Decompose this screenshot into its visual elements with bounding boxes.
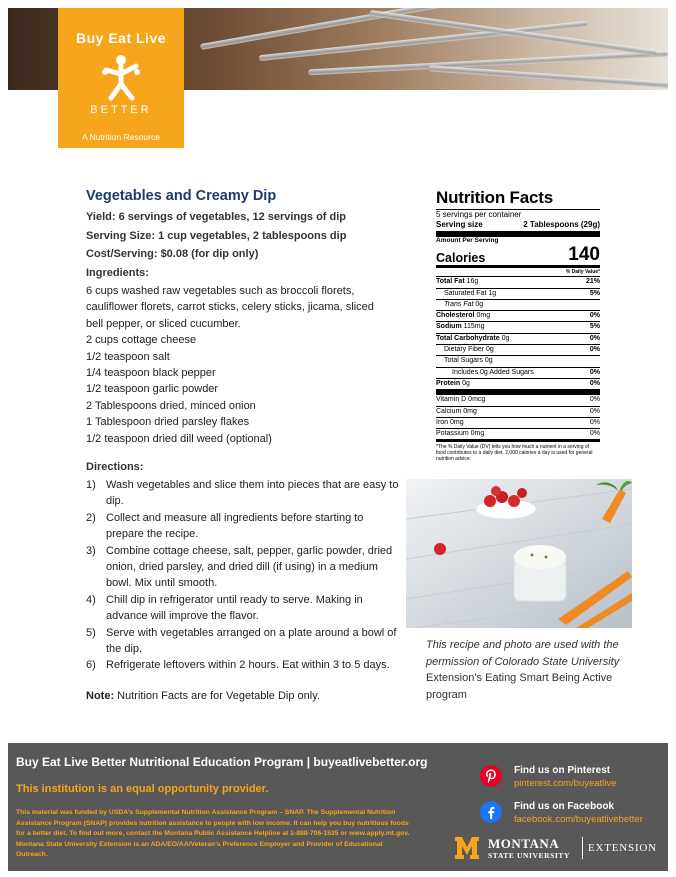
recipe-cost: Cost/Serving: $0.08 (for dip only) [86, 248, 259, 260]
recipe-photo [406, 479, 632, 628]
photo-caption [426, 637, 626, 703]
nutrient-name [436, 379, 470, 389]
nutrient-daily-value: 5% [589, 289, 600, 297]
msu-extension-logo [446, 833, 660, 865]
calories-row [436, 245, 600, 265]
recipe-title: Vegetables and Creamy Dip [86, 188, 277, 204]
direction-step-text: Chill dip in refrigerator until ready to serve. Making in advance will improve the flavor. [106, 593, 363, 623]
nutrient-amount: 0g [486, 346, 494, 354]
direction-step-number: 6) [86, 659, 96, 672]
direction-step-number: 5) [86, 626, 96, 639]
direction-step [86, 477, 402, 510]
ingredients-list [86, 283, 391, 447]
nutrient-label: Trans Fat [444, 300, 474, 308]
nutrient-name [452, 368, 534, 378]
buy-eat-live-figure-icon [96, 52, 146, 102]
msu-extension-word: EXTENSION [588, 842, 657, 854]
nutrient-row [436, 310, 600, 321]
nutrient-label: Total Carbohydrate [436, 334, 500, 342]
photo-caption-rest: Extension’s Eating Smart Being Active program [426, 672, 613, 701]
msu-divider [582, 837, 583, 859]
nutrient-row [436, 333, 600, 344]
vitamin-daily-value: 0% [589, 430, 600, 438]
vitamin-name [436, 418, 464, 428]
nutrient-label: Protein [436, 379, 461, 387]
vitamin-name [436, 395, 485, 405]
directions-list [86, 477, 402, 674]
pinterest-url[interactable]: pinterest.com/buyeatlive [514, 778, 617, 789]
msu-m-logo-icon [454, 835, 480, 861]
direction-step-text: Combine cottage cheese, salt, pepper, garlic powder, dried onion, dried parsley, and dried dill (if using) in a medium bowl. Mix until smooth. [106, 544, 393, 590]
direction-step-number: 2) [86, 511, 96, 524]
vitamin-label: Potassium [436, 430, 469, 438]
facebook-url[interactable]: facebook.com/buyeatlivebetter [514, 814, 643, 825]
nutrient-row [436, 276, 600, 287]
ingredients-heading: Ingredients: [86, 267, 149, 279]
vitamin-row [436, 417, 600, 428]
direction-step [86, 510, 402, 543]
calories-label: Calories [436, 251, 486, 266]
nutrient-row [436, 299, 600, 310]
ingredient-item: 1/2 teaspoon salt [86, 350, 170, 363]
nutrient-daily-value: 0% [589, 346, 600, 354]
photo-caption-italic: This recipe and photo are used with the permission of Colorado State University [426, 639, 620, 668]
nutrient-label: Cholesterol [436, 312, 475, 320]
footer-eeo-statement: This institution is an equal opportunity provider. [16, 783, 269, 795]
vitamin-rows [436, 395, 600, 439]
ingredient-item: 1/4 teaspoon black pepper [86, 367, 216, 380]
nutrient-label: Sodium [436, 323, 462, 331]
directions-heading: Directions: [86, 461, 144, 473]
facebook-icon[interactable] [480, 801, 502, 823]
nutrient-name [436, 334, 509, 344]
logo-line1: Buy Eat Live [75, 30, 167, 46]
direction-step-number: 3) [86, 544, 96, 557]
nutrient-name [444, 300, 483, 310]
nutrient-daily-value: 0% [589, 312, 600, 320]
msu-name-line2: STATE UNIVERSITY [488, 851, 571, 860]
recipe-yield: Yield: 6 servings of vegetables, 12 servings of dip [86, 211, 347, 223]
direction-step [86, 592, 402, 625]
logo-tagline: A Nutrition Resource [82, 132, 160, 142]
nutrient-amount: 0mg [476, 312, 491, 320]
calories-value: 140 [568, 244, 600, 266]
nutrition-facts-label [436, 188, 600, 463]
vitamin-name [436, 429, 484, 439]
nutrition-facts-title: Nutrition Facts [436, 188, 553, 207]
nutrient-row [436, 288, 600, 299]
nutrient-daily-value: 0% [589, 334, 600, 342]
vitamin-daily-value: 0% [589, 396, 600, 404]
footer [8, 743, 668, 871]
nutrient-name [444, 356, 493, 366]
vitamin-label: Iron [436, 418, 449, 426]
direction-step [86, 543, 402, 592]
serving-size-value: 2 Tablespoons (29g) [523, 220, 600, 229]
direction-step [86, 657, 402, 673]
servings-per-container: 5 servings per container [436, 210, 522, 219]
vitamin-amount: 0mg [450, 418, 464, 426]
nutrition-footnote: *The % Daily Value (DV) tells you how much a nutrient in a serving of food contributes to a daily diet. 2,000 calories a day is used for general nutrition advice. [436, 444, 593, 463]
vitamin-daily-value: 0% [589, 407, 600, 415]
nutrient-label: Dietary Fiber [444, 346, 485, 354]
vitamin-amount: 0mg [463, 407, 477, 415]
nutrient-row [436, 321, 600, 332]
ingredient-item: 1/2 teaspoon garlic powder [86, 383, 219, 396]
nutrient-label: Total Fat [436, 278, 465, 286]
recipe-serving-size: Serving Size: 1 cup vegetables, 2 tablespoons dip [86, 230, 347, 242]
direction-step-text: Serve with vegetables arranged on a plate around a bowl of the dip. [106, 626, 397, 656]
nutrient-daily-value: 0% [589, 379, 600, 387]
nutrient-label: Total Sugars [444, 357, 483, 365]
nutrient-name [444, 345, 494, 355]
msu-name-line1: MONTANA [488, 836, 560, 851]
pinterest-label[interactable]: Find us on Pinterest [514, 765, 611, 776]
facebook-label[interactable]: Find us on Facebook [514, 801, 615, 812]
direction-step-number: 1) [86, 479, 96, 491]
nutrient-name [436, 277, 478, 287]
ingredient-item: 2 Tablespoons dried, minced onion [86, 399, 256, 412]
vitamin-amount: 0mg [470, 430, 485, 438]
nutrient-amount: 0g [484, 357, 493, 365]
vitamin-amount: 0mcg [468, 396, 486, 404]
vitamin-daily-value: 0% [589, 418, 600, 426]
ingredient-item: 2 cups cottage cheese [86, 334, 197, 347]
nutrient-daily-value: 0% [589, 368, 600, 376]
vitamin-row [436, 428, 600, 439]
daily-value-header: % Daily Value* [565, 269, 600, 276]
nutrient-name [436, 322, 485, 332]
vitamin-row [436, 395, 600, 405]
nutrient-row [436, 378, 600, 389]
nutrient-amount: 16g [466, 278, 479, 286]
serving-size-row [436, 220, 600, 230]
vitamin-name [436, 407, 477, 417]
nutrient-daily-value: 5% [589, 323, 600, 331]
nutrient-name [444, 289, 496, 299]
direction-step-text: Wash vegetables and slice them into pieces that are easy to dip. [106, 479, 399, 508]
logo-line2: BETTER [90, 104, 152, 116]
serving-size-label: Serving size [436, 220, 483, 229]
vitamin-label: Calcium [436, 407, 462, 415]
direction-step-number: 4) [86, 593, 96, 606]
nutrient-amount: 1g [488, 289, 497, 297]
recipe-note [86, 690, 320, 702]
note-label: Note: [86, 690, 115, 702]
nutrient-name [436, 311, 490, 321]
nutrient-amount: 115mg [463, 323, 485, 331]
nutrient-label: Includes 0g Added Sugars [452, 368, 534, 376]
pinterest-icon[interactable] [480, 765, 502, 787]
footer-program: Buy Eat Live Better Nutritional Education Program | buyeatlivebetter.org [16, 755, 428, 769]
nutrient-row [436, 355, 600, 366]
buy-eat-live-better-logo [58, 8, 184, 148]
vitamin-row [436, 406, 600, 417]
nutrient-row [436, 367, 600, 378]
ingredient-item: 6 cups washed raw vegetables such as broccoli florets, cauliflower florets, carrot sticks, celery sticks, jicama, sliced bell pepper, or sliced cucumber. [86, 285, 374, 330]
dip-and-vegetables-image [406, 479, 632, 628]
direction-step [86, 625, 402, 658]
direction-step-text: Collect and measure all ingredients before starting to prepare the recipe. [106, 511, 364, 541]
nutrient-amount: 0g [475, 300, 484, 308]
amount-per-serving: Amount Per Serving [436, 237, 499, 245]
nutrient-daily-value: 21% [585, 278, 600, 286]
footer-funding-statement: This material was funded by USDA’s Supplemental Nutrition Assistance Program – SNAP. The Supplemental Nutrition Assistance Program (SNAP) provides nutrition assistance to people with low income. It can help you buy nutritious foods for a better diet. To find out more, contact the Montana Public Assistance Helpline at 1-888-706-1535 or www.apply.mt.gov. Montana State University Extension is an ADA/EO/AA/Veteran’s Preference Employer and Provider of Educational Outreach. [16, 809, 410, 858]
nutrient-row [436, 344, 600, 355]
nutrient-amount: 0g [462, 379, 470, 387]
ingredient-item: 1/2 teaspoon dried dill weed (optional) [86, 432, 272, 445]
nutrient-rows [436, 276, 600, 389]
nutrient-amount: 0g [501, 334, 510, 342]
nutrient-label: Saturated Fat [444, 289, 487, 297]
direction-step-text: Refrigerate leftovers within 2 hours. Eat within 3 to 5 days. [106, 659, 390, 672]
ingredient-item: 1 Tablespoon dried parsley flakes [86, 416, 250, 429]
vitamin-label: Vitamin D [436, 396, 467, 404]
note-text: Nutrition Facts are for Vegetable Dip only. [114, 690, 320, 702]
